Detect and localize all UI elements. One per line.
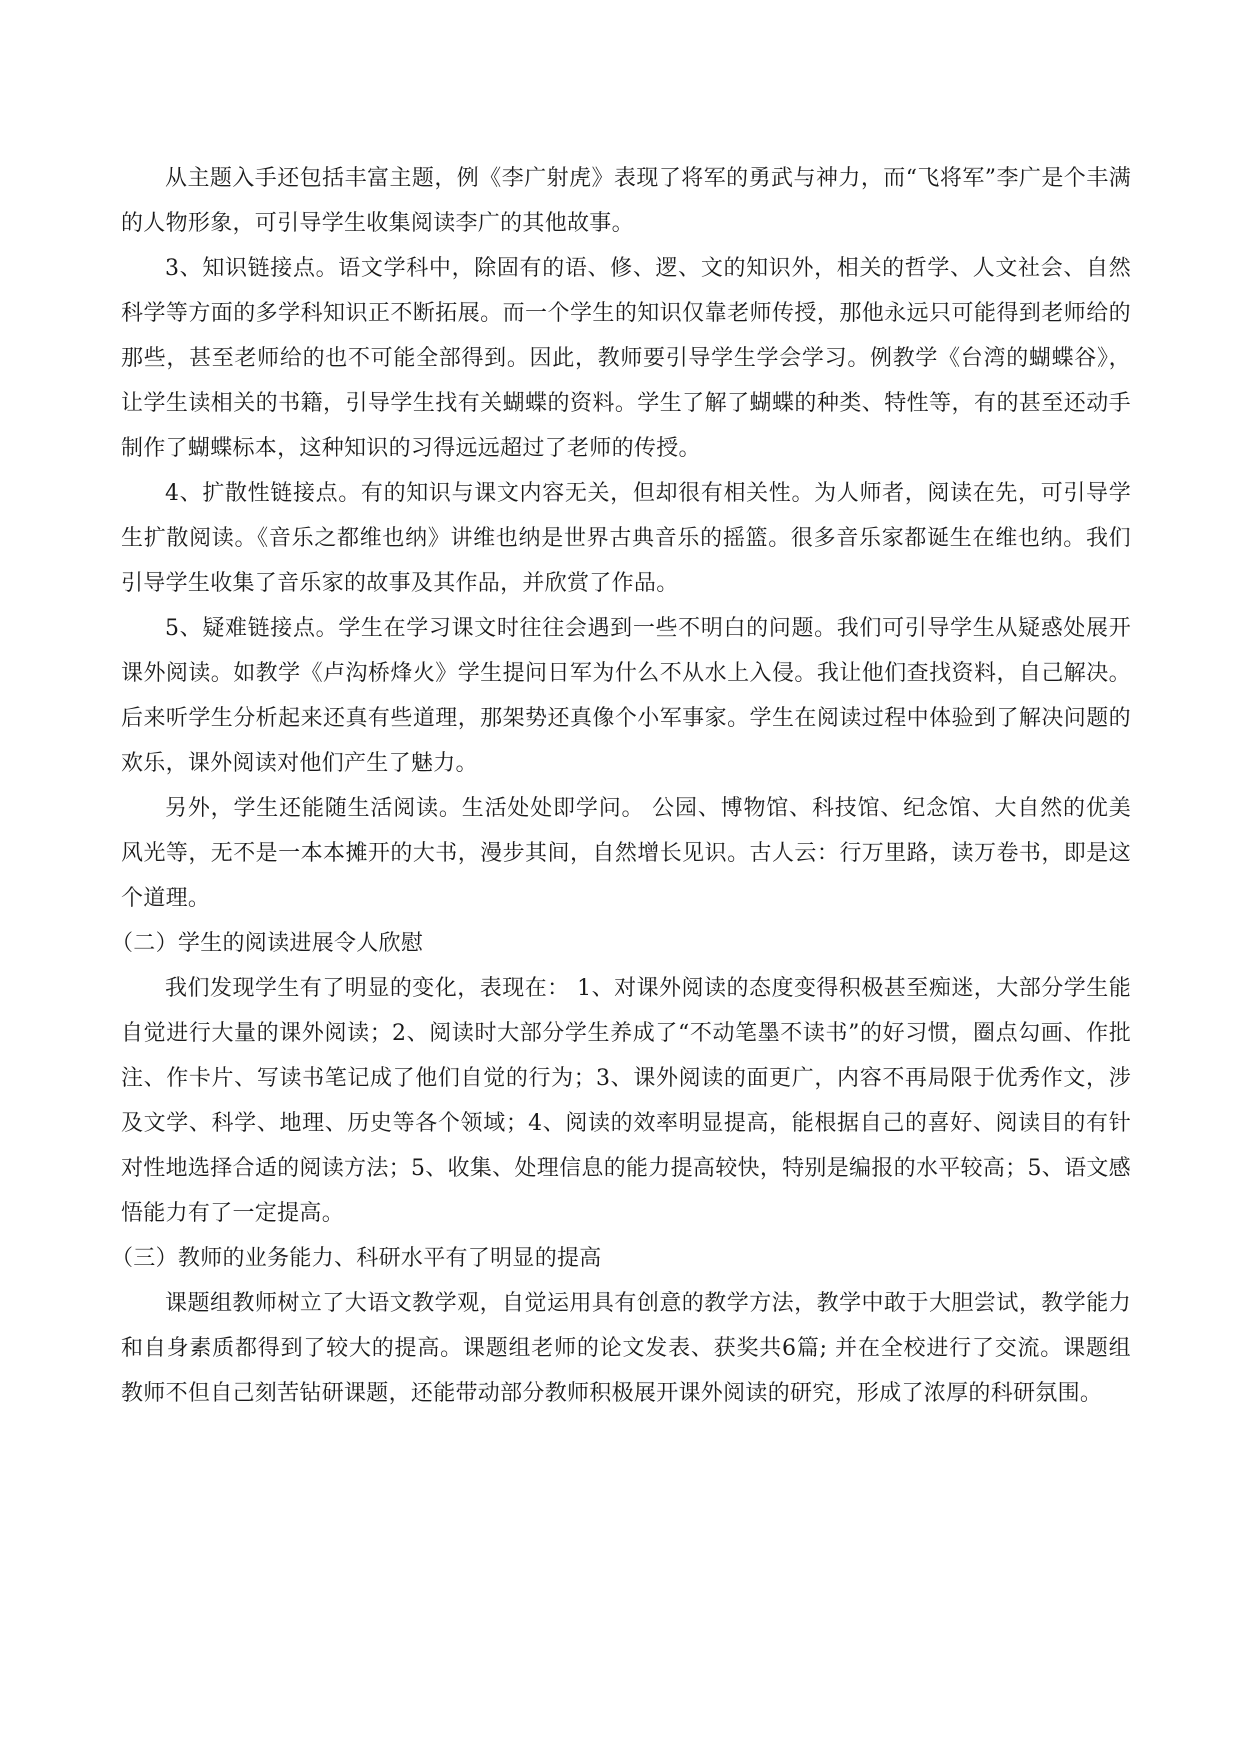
paragraph-theme-expansion: 从主题入手还包括丰富主题，例《李广射虎》表现了将军的勇武与神力，而“飞将军”李广是个丰满的人物形象，可引导学生收集阅读李广的其他故事。 <box>121 166 1131 236</box>
paragraph-teacher-research: 课题组教师树立了大语文教学观，自觉运用具有创意的教学方法，教学中敢于大胆尝试，教学能力和自身素质都得到了较大的提高。课题组老师的论文发表、获奖共6篇; 并在全校进行了交流。课题组教师不但自己刻苦钻研课题，还能带动部分教师积极展开课外阅读的研究，形成了浓厚的科研氛围。 <box>121 1291 1131 1406</box>
paragraph-divergent-link: 4、扩散性链接点。有的知识与课文内容无关，但却很有相关性。为人师者，阅读在先，可引导学生扩散阅读。《音乐之都维也纳》讲维也纳是世界古典音乐的摇篮。很多音乐家都诞生在维也纳。我们引导学生收集了音乐家的故事及其作品，并欣赏了作品。 <box>121 481 1131 596</box>
paragraph-knowledge-link: 3、知识链接点。语文学科中，除固有的语、修、逻、文的知识外，相关的哲学、人文社会、自然科学等方面的多学科知识正不断拓展。而一个学生的知识仅靠老师传授，那他永远只可能得到老师给的那些，甚至老师给的也不可能全部得到。因此，教师要引导学生学会学习。例教学《台湾的蝴蝶谷》，让学生读相关的书籍，引导学生找有关蝴蝶的资料。学生了解了蝴蝶的种类、特性等，有的甚至还动手制作了蝴蝶标本，这种知识的习得远远超过了老师的传授。 <box>121 256 1131 461</box>
section-heading-teacher-ability: （三）教师的业务能力、科研水平有了明显的提高 <box>111 1246 602 1271</box>
document-body <box>111 156 1131 1416</box>
paragraph-difficulty-link: 5、疑难链接点。学生在学习课文时往往会遇到一些不明白的问题。我们可引导学生从疑惑处展开课外阅读。如教学《卢沟桥烽火》学生提问日军为什么不从水上入侵。我让他们查找资料，自己解决。后来听学生分析起来还真有些道理，那架势还真像个小军事家。学生在阅读过程中体验到了解决问题的欢乐，课外阅读对他们产生了魅力。 <box>121 616 1131 776</box>
paragraph-student-changes: 我们发现学生有了明显的变化，表现在： 1、对课外阅读的态度变得积极甚至痴迷，大部分学生能自觉进行大量的课外阅读；2、阅读时大部分学生养成了“不动笔墨不读书”的好习惯，圈点勾画、作批注、作卡片、写读书笔记成了他们自觉的行为；3、课外阅读的面更广，内容不再局限于优秀作文，涉及文学、科学、地理、历史等各个领域；4、阅读的效率明显提高，能根据自己的喜好、阅读目的有针对性地选择合适的阅读方法；5、收集、处理信息的能力提高较快，特别是编报的水平较高；5、语文感悟能力有了一定提高。 <box>121 976 1131 1226</box>
section-heading-student-progress: （二）学生的阅读进展令人欣慰 <box>111 931 424 956</box>
paragraph-life-reading: 另外，学生还能随生活阅读。生活处处即学问。 公园、博物馆、科技馆、纪念馆、大自然的优美风光等，无不是一本本摊开的大书，漫步其间，自然增长见识。古人云：行万里路，读万卷书，即是这个道理。 <box>121 796 1131 911</box>
